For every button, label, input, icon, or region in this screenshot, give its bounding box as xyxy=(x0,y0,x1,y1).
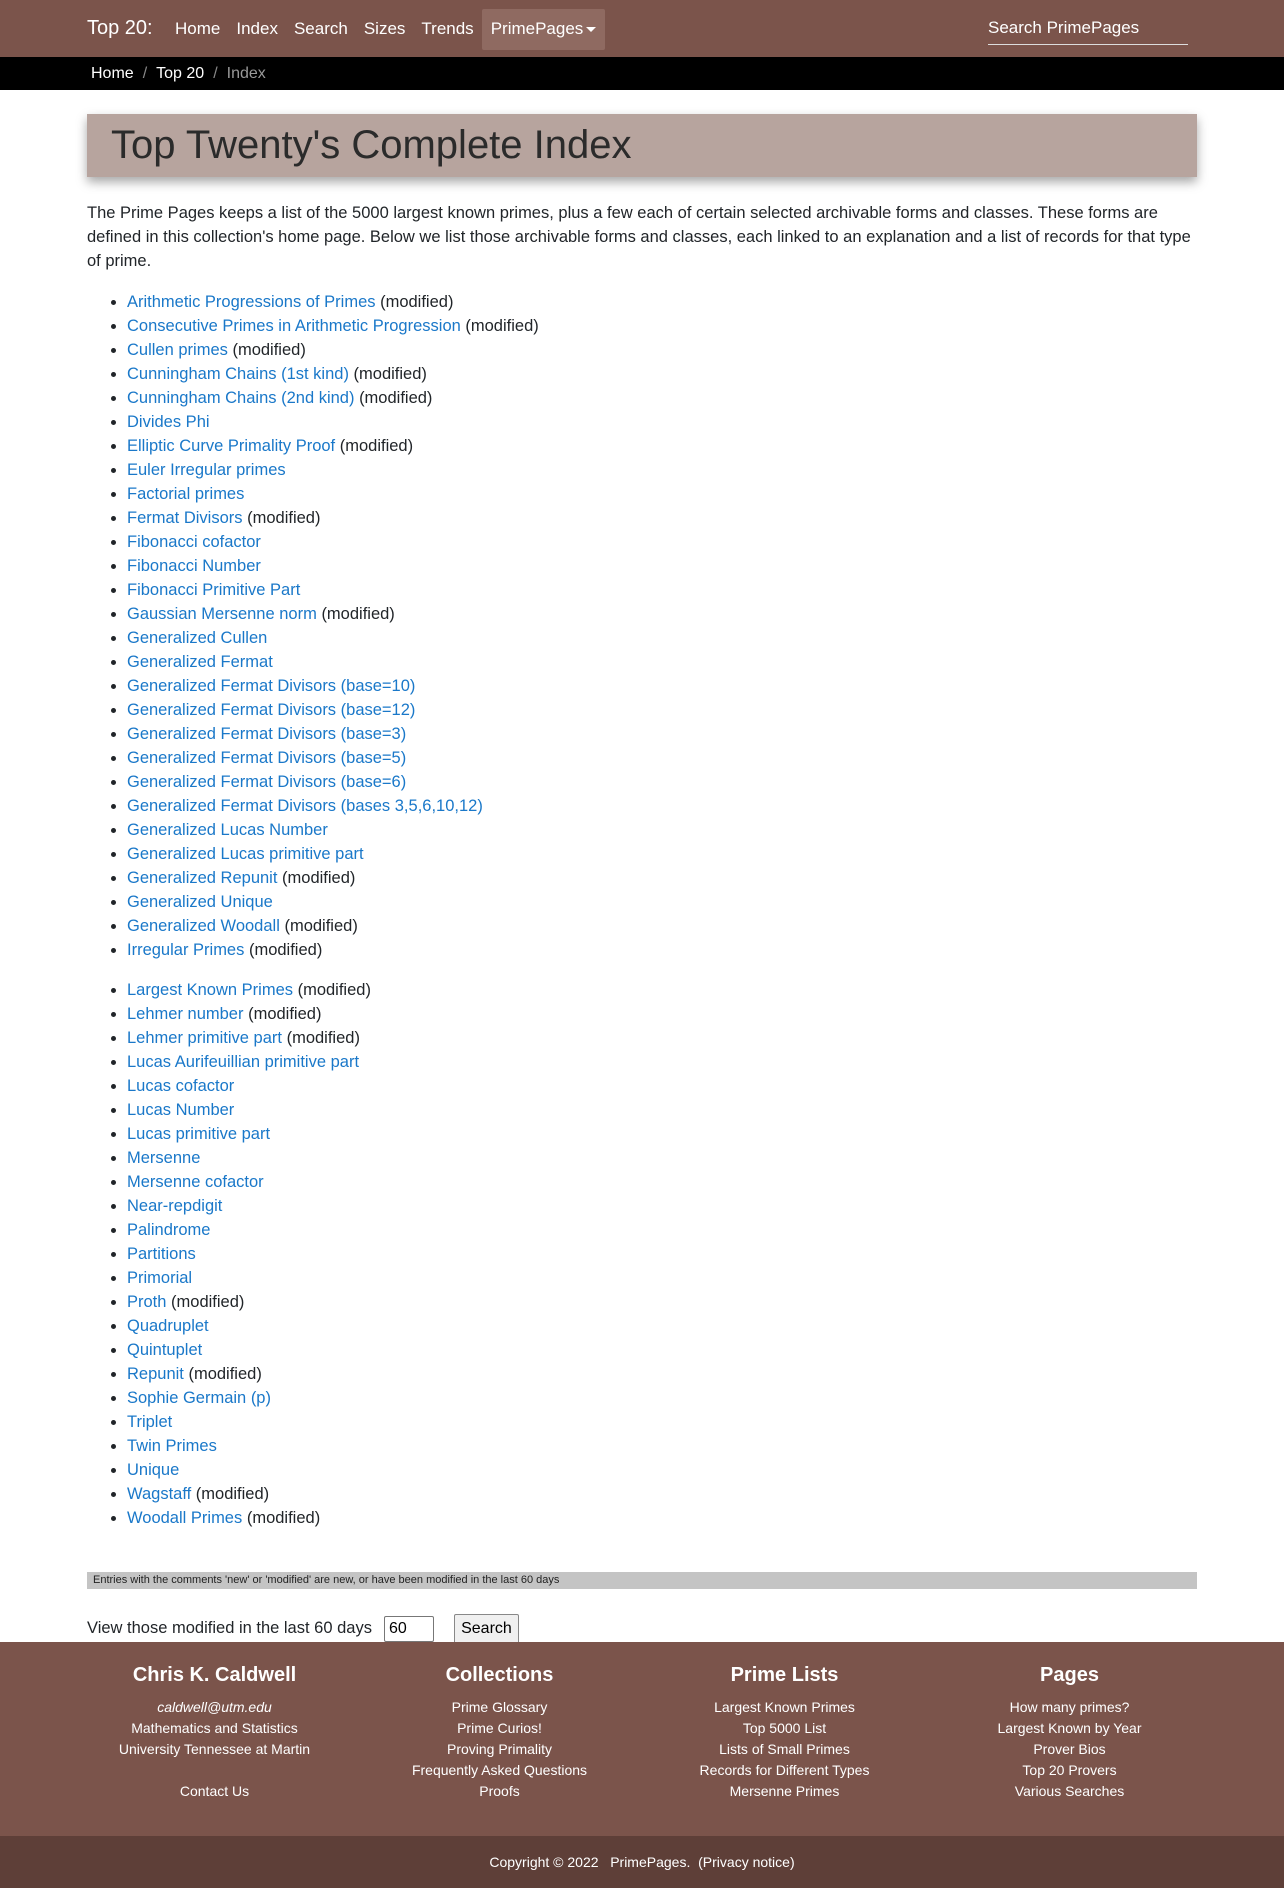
list-item xyxy=(127,362,1197,386)
days-input[interactable] xyxy=(384,1616,434,1642)
form-link[interactable]: Generalized Lucas primitive part xyxy=(127,844,364,863)
form-link[interactable]: Cunningham Chains (1st kind) xyxy=(127,364,349,383)
form-link[interactable]: Arithmetic Progressions of Primes xyxy=(127,292,376,311)
privacy-notice-link[interactable]: Privacy notice xyxy=(702,1854,790,1870)
list-item xyxy=(127,794,1197,818)
form-link[interactable]: Sophie Germain (p) xyxy=(127,1388,271,1407)
form-link[interactable]: Irregular Primes xyxy=(127,940,245,959)
form-link[interactable]: Lucas primitive part xyxy=(127,1124,271,1143)
list-item xyxy=(127,818,1197,842)
list-item xyxy=(127,290,1197,314)
list-item xyxy=(127,1194,1197,1218)
form-link[interactable]: Generalized Fermat Divisors (base=5) xyxy=(127,748,407,767)
form-link[interactable]: Cunningham Chains (2nd kind) xyxy=(127,388,355,407)
form-link[interactable]: Woodall Primes xyxy=(127,1508,243,1527)
breadcrumb-top20[interactable]: Top 20 xyxy=(156,64,205,82)
form-link[interactable]: Lucas Aurifeuillian primitive part xyxy=(127,1052,360,1071)
form-link[interactable]: Lehmer number xyxy=(127,1004,244,1023)
list-item xyxy=(127,482,1197,506)
footer-link[interactable]: Top 20 Provers xyxy=(1022,1762,1117,1778)
modified-note: (modified) xyxy=(359,388,433,407)
form-link[interactable]: Palindrome xyxy=(127,1220,211,1239)
search-button[interactable]: Search xyxy=(454,1614,519,1644)
footer-link[interactable]: Prover Bios xyxy=(1033,1741,1106,1757)
nav-index[interactable]: Index xyxy=(236,19,278,38)
list-item xyxy=(127,842,1197,866)
footer-link[interactable]: Mersenne Primes xyxy=(729,1783,840,1799)
form-link[interactable]: Generalized Fermat Divisors (base=10) xyxy=(127,676,416,695)
list-item xyxy=(127,1458,1197,1482)
forms-list-1 xyxy=(87,290,1197,962)
modified-note: (modified) xyxy=(171,1292,245,1311)
list-item xyxy=(127,1482,1197,1506)
footer-link[interactable]: Lists of Small Primes xyxy=(719,1741,850,1757)
modified-note: (modified) xyxy=(246,1508,321,1527)
list-item xyxy=(127,1074,1197,1098)
list-item xyxy=(127,1386,1197,1410)
breadcrumb-separator: / xyxy=(213,64,218,82)
modified-note: (modified) xyxy=(232,340,306,359)
footer xyxy=(0,1642,1284,1836)
footer-col-collections xyxy=(357,1664,642,1802)
footer-col-author xyxy=(72,1664,357,1802)
form-link[interactable]: Lucas Number xyxy=(127,1100,235,1119)
list-item xyxy=(127,650,1197,674)
modified-note: (modified) xyxy=(286,1028,360,1047)
footer-author-title: Chris K. Caldwell xyxy=(132,1664,297,1686)
list-item xyxy=(127,866,1197,890)
list-item xyxy=(127,386,1197,410)
list-item xyxy=(127,914,1197,938)
list-item xyxy=(127,314,1197,338)
modified-note-bar: Entries with the comments 'new' or 'modified' are new, or have been modified in the last 60 days xyxy=(87,1572,1197,1589)
form-link[interactable]: Consecutive Primes in Arithmetic Progression xyxy=(127,316,461,335)
list-item xyxy=(127,1290,1197,1314)
list-item xyxy=(127,1314,1197,1338)
caret-down-icon xyxy=(586,27,596,32)
form-link[interactable]: Twin Primes xyxy=(127,1436,217,1455)
modified-filter-form xyxy=(87,1614,1197,1644)
footer-spacer xyxy=(72,1760,357,1781)
modified-note: (modified) xyxy=(248,1004,322,1023)
form-link[interactable]: Elliptic Curve Primality Proof xyxy=(127,436,336,455)
modified-filter-label: View those modified in the last 60 days xyxy=(87,1619,372,1637)
modified-note: (modified) xyxy=(465,316,539,335)
list-item xyxy=(127,722,1197,746)
form-link[interactable]: Primorial xyxy=(127,1268,193,1287)
nav-search[interactable]: Search xyxy=(293,19,348,38)
form-link[interactable]: Generalized Woodall xyxy=(127,916,280,935)
copyright-bar: Copyright © 2022 PrimePages. (Privacy notice) xyxy=(0,1836,1284,1888)
list-item xyxy=(127,1050,1197,1074)
form-link[interactable]: Generalized Lucas Number xyxy=(127,820,328,839)
footer-link[interactable]: Largest Known by Year xyxy=(997,1720,1142,1736)
form-link[interactable]: Fibonacci Number xyxy=(127,556,261,575)
footer-email[interactable]: caldwell@utm.edu xyxy=(157,1699,272,1715)
nav-links xyxy=(167,9,605,50)
form-link[interactable]: Triplet xyxy=(127,1412,173,1431)
form-link[interactable]: Mersenne xyxy=(127,1148,201,1167)
list-item xyxy=(127,506,1197,530)
list-item xyxy=(127,890,1197,914)
footer-link[interactable]: Prime Glossary xyxy=(451,1699,548,1715)
list-item xyxy=(127,458,1197,482)
footer-link[interactable]: Top 5000 List xyxy=(742,1720,827,1736)
form-link[interactable]: Fibonacci Primitive Part xyxy=(127,580,301,599)
nav-primepages-dropdown[interactable] xyxy=(482,9,606,50)
navbar-brand[interactable]: Top 20: xyxy=(87,17,153,39)
footer-link[interactable]: Largest Known Primes xyxy=(714,1699,855,1715)
top-navbar xyxy=(0,0,1284,57)
form-link[interactable]: Generalized Cullen xyxy=(127,628,268,647)
modified-note: (modified) xyxy=(282,868,356,887)
footer-primelists-title: Prime Lists xyxy=(730,1664,839,1686)
footer-pages-title: Pages xyxy=(1040,1664,1099,1686)
page-title: Top Twenty's Complete Index xyxy=(111,123,632,167)
modified-note: (modified) xyxy=(321,604,395,623)
list-item xyxy=(127,674,1197,698)
list-item xyxy=(127,602,1197,626)
list-item xyxy=(127,530,1197,554)
form-link[interactable]: Generalized Fermat Divisors (base=6) xyxy=(127,772,407,791)
list-item xyxy=(127,1218,1197,1242)
form-link[interactable]: Factorial primes xyxy=(127,484,245,503)
form-link[interactable]: Quintuplet xyxy=(127,1340,203,1359)
form-link[interactable]: Wagstaff xyxy=(127,1484,192,1503)
list-item xyxy=(127,1242,1197,1266)
form-link[interactable]: Near-repdigit xyxy=(127,1196,223,1215)
form-link[interactable]: Mersenne cofactor xyxy=(127,1172,264,1191)
list-item xyxy=(127,626,1197,650)
modified-note: (modified) xyxy=(339,436,414,455)
footer-dept: Mathematics and Statistics xyxy=(131,1720,298,1736)
form-link[interactable]: Generalized Fermat Divisors (base=12) xyxy=(127,700,416,719)
form-link[interactable]: Generalized Unique xyxy=(127,892,273,911)
form-link[interactable]: Generalized Fermat xyxy=(127,652,273,671)
form-link[interactable]: Fermat Divisors xyxy=(127,508,243,527)
list-item xyxy=(127,1506,1197,1530)
footer-link[interactable]: Frequently Asked Questions xyxy=(411,1762,588,1778)
nav-sizes[interactable]: Sizes xyxy=(363,19,406,38)
list-item xyxy=(127,746,1197,770)
footer-link[interactable]: Records for Different Types xyxy=(699,1762,870,1778)
breadcrumb-separator: / xyxy=(142,64,148,82)
list-item xyxy=(127,978,1197,1002)
form-link[interactable]: Proth xyxy=(127,1292,167,1311)
form-link[interactable]: Divides Phi xyxy=(127,412,210,431)
list-item xyxy=(127,1410,1197,1434)
form-link[interactable]: Repunit xyxy=(127,1364,184,1383)
footer-univ: University Tennessee at Martin xyxy=(118,1741,311,1757)
list-item xyxy=(127,1170,1197,1194)
forms-list-2 xyxy=(87,978,1197,1530)
modified-note: (modified) xyxy=(284,916,358,935)
list-item xyxy=(127,1362,1197,1386)
form-link[interactable]: Generalized Repunit xyxy=(127,868,278,887)
main-content xyxy=(0,114,1284,1644)
list-item xyxy=(127,578,1197,602)
list-item xyxy=(127,410,1197,434)
list-item xyxy=(127,770,1197,794)
intro-paragraph: The Prime Pages keeps a list of the 5000 largest known primes, plus a few each of certain selected archivable forms and classes. These forms are defined in this collection's home page. Below we list those archivable forms and classes, each linked to an explanation and a list of records for that type of prime. xyxy=(87,204,1191,270)
form-link[interactable]: Lehmer primitive part xyxy=(127,1028,282,1047)
form-link[interactable]: Lucas cofactor xyxy=(127,1076,235,1095)
list-item xyxy=(127,1146,1197,1170)
footer-collections-title: Collections xyxy=(445,1664,554,1686)
list-item xyxy=(127,434,1197,458)
dropdown-label: PrimePages xyxy=(490,19,584,38)
copyright-site-link[interactable]: PrimePages xyxy=(610,1854,687,1870)
form-link[interactable]: Generalized Fermat Divisors (bases 3,5,6,10,12) xyxy=(127,796,483,815)
modified-note: (modified) xyxy=(297,980,371,999)
form-link[interactable]: Euler Irregular primes xyxy=(127,460,286,479)
modified-note: (modified) xyxy=(380,292,454,311)
breadcrumb-home[interactable]: Home xyxy=(91,64,134,82)
form-link[interactable]: Fibonacci cofactor xyxy=(127,532,261,551)
list-item xyxy=(127,1026,1197,1050)
search-input[interactable] xyxy=(988,16,1188,45)
modified-note: (modified) xyxy=(353,364,427,383)
nav-trends[interactable]: Trends xyxy=(421,19,474,38)
form-link[interactable]: Largest Known Primes xyxy=(127,980,293,999)
list-item xyxy=(127,1098,1197,1122)
breadcrumb-current: Index xyxy=(226,64,266,82)
list-item xyxy=(127,1266,1197,1290)
form-link[interactable]: Unique xyxy=(127,1460,180,1479)
form-link[interactable]: Quadruplet xyxy=(127,1316,209,1335)
list-item xyxy=(127,1002,1197,1026)
footer-contact[interactable]: Contact Us xyxy=(179,1783,250,1799)
breadcrumb xyxy=(0,57,1284,90)
title-banner xyxy=(87,114,1197,177)
form-link[interactable]: Cullen primes xyxy=(127,340,228,359)
footer-link[interactable]: How many primes? xyxy=(1009,1699,1130,1715)
copyright-text: Copyright © 2022 xyxy=(489,1854,599,1870)
form-link[interactable]: Partitions xyxy=(127,1244,196,1263)
modified-note: (modified) xyxy=(188,1364,262,1383)
list-item xyxy=(127,1338,1197,1362)
footer-col-pages xyxy=(927,1664,1212,1802)
modified-note: (modified) xyxy=(248,940,323,959)
list-item xyxy=(127,938,1197,962)
list-item xyxy=(127,698,1197,722)
list-item xyxy=(127,554,1197,578)
form-link[interactable]: Generalized Fermat Divisors (base=3) xyxy=(127,724,407,743)
list-item xyxy=(127,1434,1197,1458)
footer-col-prime-lists xyxy=(642,1664,927,1802)
footer-link[interactable]: Proving Primality xyxy=(446,1741,553,1757)
form-link[interactable]: Gaussian Mersenne norm xyxy=(127,604,317,623)
modified-note: (modified) xyxy=(247,508,321,527)
footer-link[interactable]: Proofs xyxy=(479,1783,520,1799)
nav-home[interactable]: Home xyxy=(175,19,221,38)
footer-link[interactable]: Prime Curios! xyxy=(457,1720,542,1736)
modified-note: (modified) xyxy=(195,1484,270,1503)
footer-link[interactable]: Various Searches xyxy=(1014,1783,1125,1799)
list-item xyxy=(127,338,1197,362)
list-item xyxy=(127,1122,1197,1146)
